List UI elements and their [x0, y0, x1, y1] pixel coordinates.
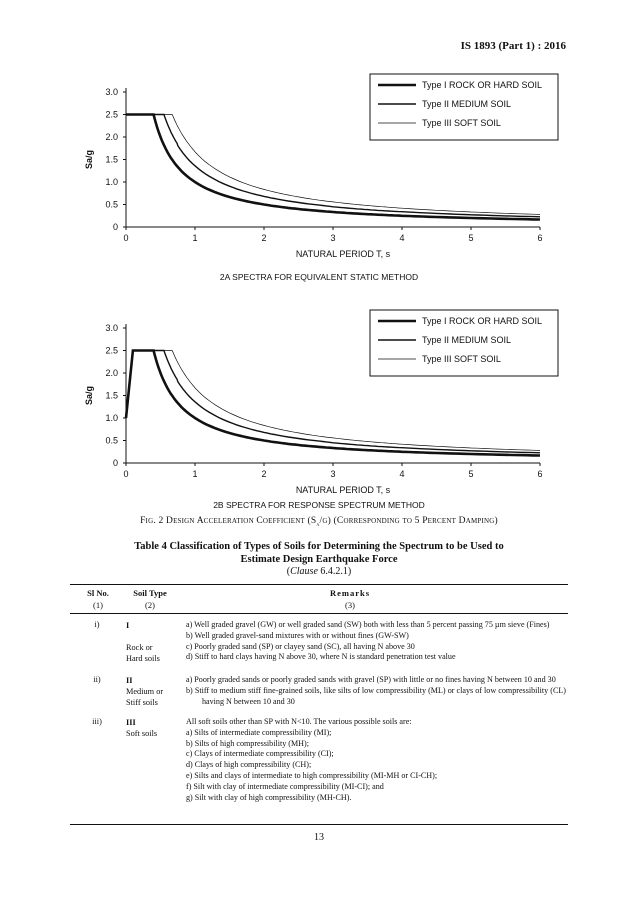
row-2-soil-type: II Medium or Stiff soils [126, 676, 164, 707]
chart-2a-x-tick-label: 5 [468, 233, 474, 243]
chart-2b-x-tick-label: 3 [330, 469, 336, 479]
row-1-soil-type: I Rock or Hard soils [126, 621, 160, 663]
remark-item: g) Silt with clay of high compressibility (MH-CH). [186, 792, 352, 802]
chart-2b-y-tick-label: 0.5 [105, 435, 118, 446]
chart-2b [70, 308, 570, 498]
chart-2a-y-tick-label: 0 [112, 222, 118, 232]
chart-2a-y-tick-label: 0.5 [105, 199, 118, 210]
figure-caption: Fig. 2 Design Acceleration Coefficient $(S_a/g)$ (Corresponding to 5 Percent Damping) [140, 516, 498, 528]
chart-2a-x-tick-label: 1 [192, 233, 198, 243]
chart-2b-svg [70, 308, 570, 498]
remark-item: a) Well graded gravel (GW) or well graded sand (SW) both with less than 5 percent passing 75 µm sieve (Fines) [186, 620, 550, 629]
header-num-3: (3) [345, 600, 355, 610]
chart-2a-x-tick-label: 6 [537, 233, 543, 243]
table-bottom-rule [70, 824, 568, 825]
chart-2a-legend-label: Type II MEDIUM SOIL [422, 99, 512, 109]
header-soil-type: Soil Type [133, 588, 167, 598]
chart-2b-x-tick-label: 0 [123, 469, 129, 479]
remark-item: e) Silts and clays of intermediate to high compressibility (MI-MH or CI-CH); [186, 770, 438, 780]
remark-item: a) Poorly graded sands or poorly graded sands with gravel (SP) with little or no fines having N between 10 and 30 [186, 675, 556, 684]
header-remarks: Remarks [329, 588, 371, 598]
chart-2a-subcaption: 2A SPECTRA FOR EQUIVALENT STATIC METHOD [219, 272, 419, 282]
chart-2b-x-tick-label: 2 [261, 469, 267, 479]
chart-2b-y-label: Sa/g [84, 385, 94, 406]
chart-2a-y-tick-label: 2.0 [105, 132, 118, 142]
chart-2a-x-tick-label: 3 [330, 233, 336, 243]
table-top-rule [70, 584, 568, 585]
chart-2b-x-tick-label: 6 [537, 469, 543, 479]
chart-2a-x-tick-label: 4 [399, 233, 405, 243]
remark-item: c) Clays of intermediate compressibility (CI); [186, 749, 334, 759]
header-num-2: (2) [145, 600, 155, 610]
remark-item: b) Well graded gravel-sand mixtures with or without fines (GW-SW) [186, 630, 409, 640]
row-2-remarks [186, 675, 566, 707]
chart-2b-x-label: NATURAL PERIOD T, s [295, 485, 391, 495]
standard-header: IS 1893 (Part 1) : 2016 [460, 40, 566, 52]
chart-2a [70, 72, 570, 262]
header-sl-no: Sl No. [87, 588, 109, 598]
chart-2a-y-label: Sa/g [84, 149, 94, 170]
chart-2a-x-label: NATURAL PERIOD T, s [295, 249, 391, 259]
chart-2a-y-tick-label: 2.5 [105, 109, 118, 120]
chart-2a-legend-label: Type III SOFT SOIL [422, 118, 501, 128]
chart-2b-x-tick-label: 5 [468, 469, 474, 479]
remark-item: d) Clays of high compressibility (CH); [186, 760, 312, 770]
chart-2a-x-tick-label: 2 [261, 233, 267, 243]
chart-2b-legend-label: Type II MEDIUM SOIL [422, 335, 512, 345]
remark-item: a) Silts of intermediate compressibility (MI); [186, 727, 332, 737]
chart-2b-legend-label: Type I ROCK OR HARD SOIL [422, 316, 543, 326]
remark-lead: All soft soils other than SP with N<10. The various possible soils are: [186, 717, 412, 726]
chart-2b-x-tick-label: 4 [399, 469, 405, 479]
chart-2b-y-tick-label: 1.5 [105, 390, 118, 401]
table-title: Table 4 Classification of Types of Soils for Determining the Spectrum to be Used to Estimate Design Earthquake Force [134, 541, 504, 565]
remark-item: d) Stiff to hard clays having N above 30, where N is standard penetration test value [186, 652, 456, 662]
row-3-remarks [186, 717, 566, 803]
chart-2b-subcaption: 2B SPECTRA FOR RESPONSE SPECTRUM METHOD [213, 500, 425, 510]
remark-item: b) Silts of high compressibility (MH); [186, 738, 309, 748]
chart-2b-y-tick-label: 2.0 [105, 368, 118, 378]
remark-item: f) Silt with clay of intermediate compressibility (MI-CI); and [186, 781, 384, 791]
chart-2a-x-tick-label: 0 [123, 233, 129, 243]
table-clause: (Clause 6.4.2.1) [286, 566, 352, 577]
chart-2b-y-tick-label: 2.5 [105, 345, 118, 356]
remark-item: c) Poorly graded sand (SP) or clayey sand (SC), all having N above 30 [186, 641, 415, 651]
chart-2a-legend-label: Type I ROCK OR HARD SOIL [422, 80, 543, 90]
row-1-sl: i) [94, 620, 100, 629]
table-header-rule [70, 613, 568, 614]
chart-2b-y-tick-label: 0 [112, 458, 118, 468]
header-num-1: (1) [93, 600, 103, 610]
chart-2a-y-tick-label: 3.0 [105, 87, 118, 97]
row-3-soil-type: III Soft soils [126, 718, 158, 738]
chart-2b-y-tick-label: 3.0 [105, 323, 118, 333]
chart-2b-x-tick-label: 1 [192, 469, 198, 479]
chart-2b-y-tick-label: 1.0 [105, 413, 118, 423]
chart-2a-y-tick-label: 1.5 [105, 154, 118, 165]
chart-2b-legend-label: Type III SOFT SOIL [422, 354, 501, 364]
chart-2a-svg [70, 72, 570, 262]
row-2-sl: ii) [93, 675, 101, 684]
page-number: 13 [314, 832, 324, 843]
row-3-sl: iii) [92, 717, 102, 726]
remark-item: b) Stiff to medium stiff fine-grained soils, like silts of low compressibility (ML) or clays of low compressibility (CL) having N between 10 and 30 [186, 685, 566, 706]
chart-2a-y-tick-label: 1.0 [105, 177, 118, 187]
row-1-remarks [186, 620, 566, 663]
